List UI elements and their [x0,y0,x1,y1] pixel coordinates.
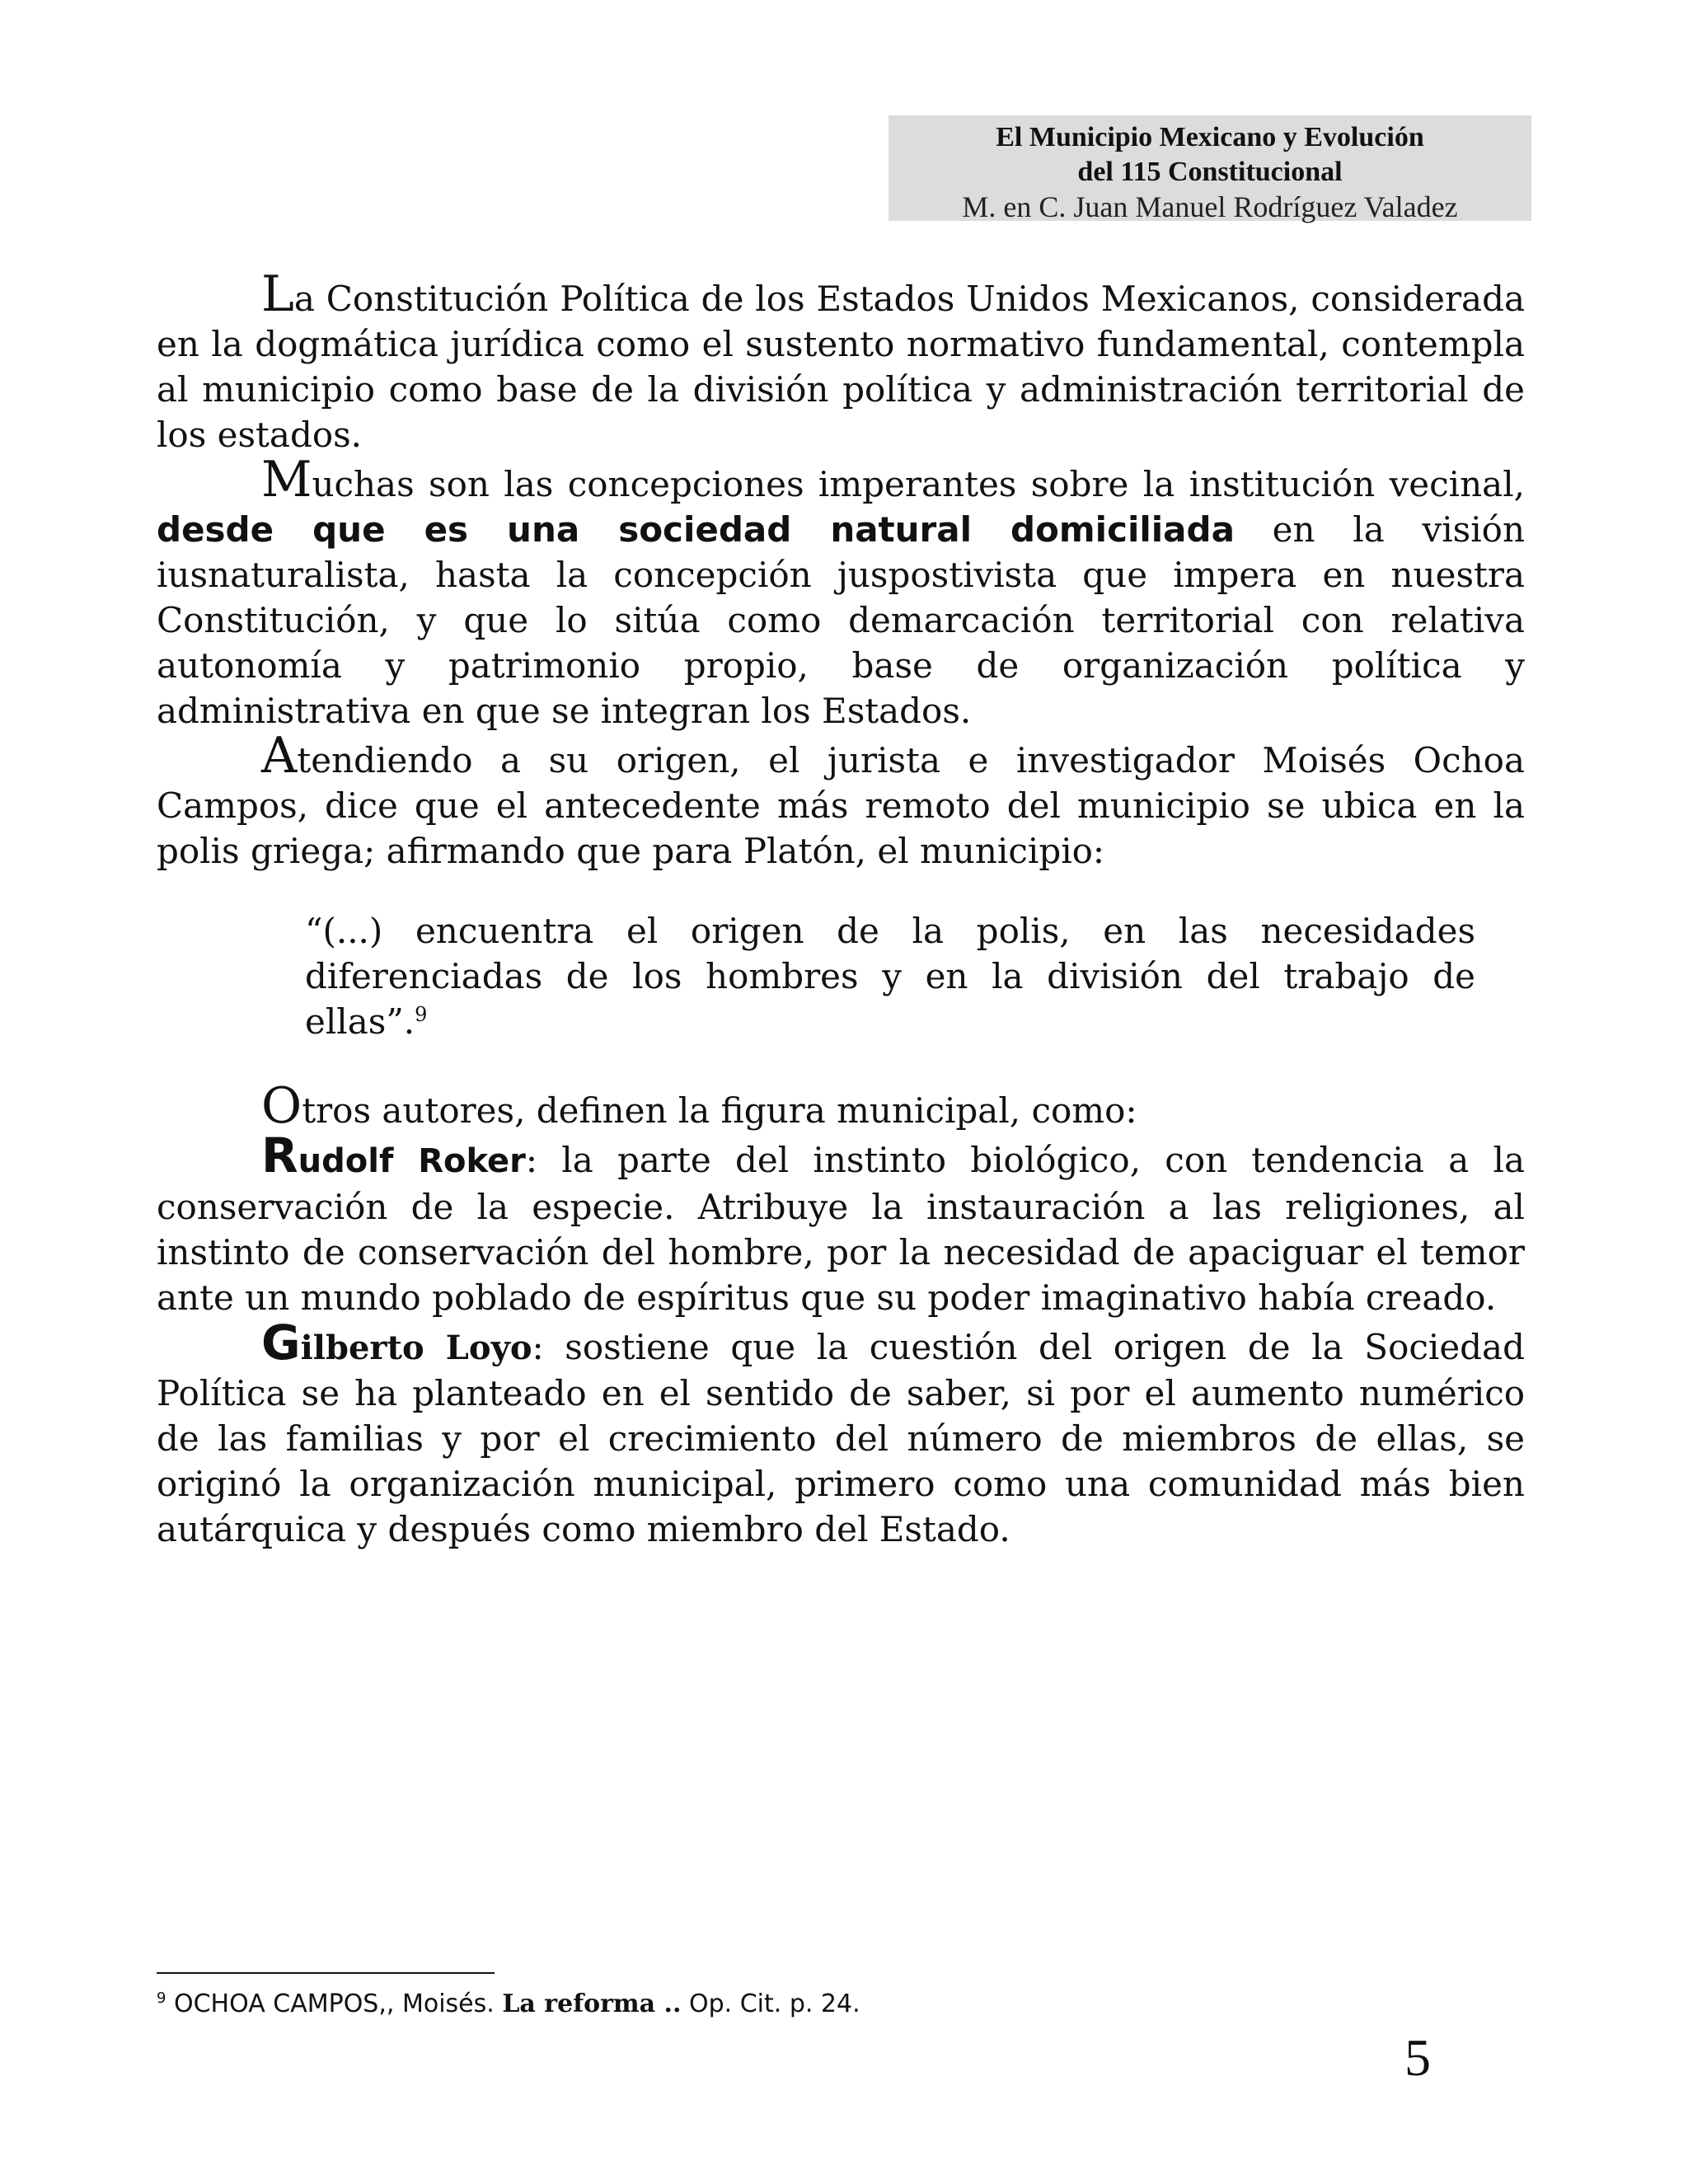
paragraph-rudolf-roker [157,1127,1525,1320]
paragraph-text: en la visión iusnaturalista, hasta la concepción juspostivista que impera en nuestra Constitución, y que lo sitúa como demarcación territorial con relativa autonomía y patrimonio propio, base de organización política y administrativa en que se integran los Estados. [157,509,1525,731]
paragraph-concepciones [157,451,1525,733]
header-title-line1: El Municipio Mexicano y Evolución [996,122,1424,152]
paragraph-constitution [157,265,1525,457]
author-name: ilberto Loyo [300,1329,532,1367]
paragraph-text: tros autores, definen la figura municipal, como: [302,1090,1137,1131]
header-title-line2: del 115 Constitucional [1077,157,1343,187]
footnote-title: La reforma .. [502,1990,682,2018]
paragraph-text: tendiendo a su origen, el jurista e investigador Moisés Ochoa Campos, dice que el antecedente más remoto del municipio se ubica en la polis griega; afirmando que para Platón, el municipio: [157,740,1525,871]
paragraph-origen [157,727,1525,874]
author-initial: R [261,1127,298,1183]
paragraph-text: uchas son las concepciones imperantes sobre la institución vecinal, [312,464,1525,504]
page-body [157,265,1525,1552]
quote-text: “(...) encuentra el origen de la polis, en las necesidades diferenciadas de los hombres y en la división del trabajo de ellas”. [305,911,1475,1042]
footnote-text: OCHOA CAMPOS,, Moisés. [166,1990,503,2018]
header-author: M. en C. Juan Manuel Rodríguez Valadez [962,190,1458,223]
emphasis-text: desde que es una sociedad natural domiciliada [157,509,1235,550]
paragraph-text: : sostiene que la cuestión del origen de la Sociedad Política se ha planteado en el sentido de saber, si por el aumento numérico de las familias y por el crecimiento del número de miembros de ellas, se originó la organización municipal, primero como una comunidad más bien autárquica y después como miembro del Estado. [157,1327,1525,1549]
drop-letter: L [261,265,294,323]
footnote [157,1988,860,2021]
footnote-ref[interactable]: 9 [415,1003,428,1026]
running-header [889,115,1531,221]
paragraph-text: a Constitución Política de los Estados Unidos Mexicanos, considerada en la dogmática jurídica como el sustento normativo fundamental, contempla al municipio como base de la división política y administración territorial de los estados. [157,279,1525,455]
paragraph-text: : la parte del instinto biológico, con tendencia a la conservación de la especie. Atribuye la instauración a las religiones, al instinto de conservación del hombre, por la necesidad de apaciguar el temor ante un mundo poblado de espíritus que su poder imaginativo había creado. [157,1140,1525,1318]
paragraph-gilberto-loyo [157,1315,1525,1552]
drop-letter: M [261,451,312,509]
footnote-number: 9 [157,1990,166,2007]
drop-letter: O [261,1077,302,1135]
paragraph-otros-autores [157,1077,1525,1135]
page-number: 5 [1404,2028,1431,2087]
author-initial: G [261,1315,301,1371]
footnote-text: Op. Cit. p. 24. [681,1990,860,2018]
drop-letter: A [261,727,298,785]
block-quote [157,908,1475,1044]
footnote-divider [157,1972,495,1974]
author-name: udolf Roker [298,1142,526,1180]
